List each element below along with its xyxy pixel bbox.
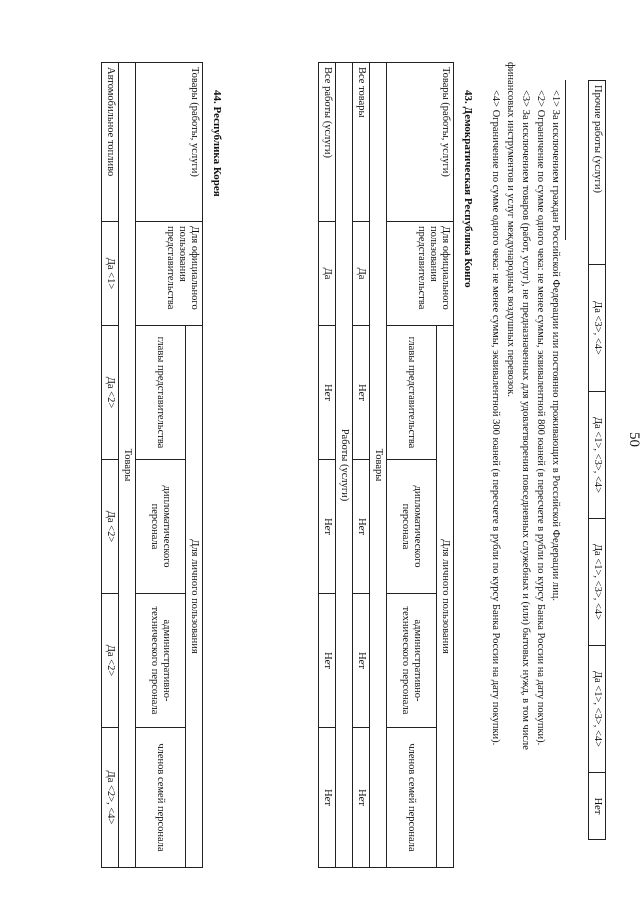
korea-table — [101, 62, 203, 868]
table-cell: Нет — [319, 594, 336, 728]
col-header-family: членов семей персонала — [387, 728, 437, 868]
col-header-head: главы представительства — [387, 326, 437, 460]
table-cell: Нет — [589, 773, 606, 840]
table-cell: Нет — [319, 460, 336, 594]
footnote-separator — [565, 80, 566, 240]
table-cell: Да <1>, <3>, <4> — [589, 519, 606, 646]
table-cell: Нет — [353, 728, 370, 868]
col-header-admin: административно-технического персонала — [136, 594, 186, 728]
table-row — [353, 63, 370, 868]
table-cell: Да <2> — [102, 460, 119, 594]
row-label: Автомобильное топливо — [102, 63, 119, 222]
table-cell: Да <1>, <3>, <4> — [589, 392, 606, 519]
group-row — [119, 63, 136, 868]
congo-table — [318, 62, 454, 868]
table-cell: Да <2> — [102, 594, 119, 728]
col-header-goods: Товары (работы, услуги) — [387, 63, 454, 222]
section-43-title: 43. Демократическая Республика Конго — [462, 90, 474, 288]
table-row — [319, 63, 336, 868]
table-cell: Да <2>, <4> — [102, 728, 119, 868]
footnote-4: <4> Ограничение по сумме одного чека: не менее суммы, эквивалентной 300 юаней (в пересчете в рубли по курсу Банка России на дату покупки). — [490, 90, 501, 746]
table-cell: Нет — [319, 326, 336, 460]
table-row — [102, 63, 119, 868]
col-header-admin: административно-технического персонала — [387, 594, 437, 728]
table-cell: Да — [319, 222, 336, 326]
row-label: Все товары — [353, 63, 370, 222]
row-label: Прочие работы (услуги) — [589, 81, 606, 265]
footnote-1: <1> За исключением граждан Российской Федерации или постоянно проживающих в Российской Федерации лиц. — [550, 90, 561, 601]
col-header-personal: Для личного пользования — [186, 326, 203, 868]
col-header-diplomatic: дипломатического персонала — [387, 460, 437, 594]
col-header-family: членов семей персонала — [136, 728, 186, 868]
group-row — [336, 63, 353, 868]
top-table — [588, 80, 606, 840]
table-row — [589, 81, 606, 840]
col-header-head: главы представительства — [136, 326, 186, 460]
group-row — [370, 63, 387, 868]
col-header-diplomatic: дипломатического персонала — [136, 460, 186, 594]
table-cell: Да <3>, <4> — [589, 265, 606, 392]
table-cell: Нет — [319, 728, 336, 868]
col-header-official: Для официального пользования представительства — [387, 222, 454, 326]
table-cell: Да — [353, 222, 370, 326]
footnote-2: <2> Ограничение по сумме одного чека: не менее суммы, эквивалентной 800 юаней (в пересчете в рубли по курсу Банка России на дату покупки). — [535, 90, 546, 746]
table-cell: Нет — [353, 460, 370, 594]
col-header-goods: Товары (работы, услуги) — [136, 63, 203, 222]
group-goods: Товары — [370, 63, 387, 868]
table-cell: Да <2> — [102, 326, 119, 460]
table-cell: Нет — [353, 326, 370, 460]
group-goods: Товары — [119, 63, 136, 868]
table-cell: Да <1>, <3>, <4> — [589, 646, 606, 773]
group-works: Работы (услуги) — [336, 63, 353, 868]
footnote-3-cont: финансовых инструментов и услуг международных воздушных перевозок. — [505, 62, 516, 397]
col-header-personal: Для личного пользования — [437, 326, 454, 868]
row-label: Все работы (услуги) — [319, 63, 336, 222]
table-cell: Нет — [353, 594, 370, 728]
table-cell: Да <1> — [102, 222, 119, 326]
section-44-title: 44. Республика Корея — [211, 90, 223, 197]
page-number: 50 — [626, 432, 642, 447]
footnote-3: <3> За исключением товаров (работ, услуг), не предназначенных для удовлетворения повседневных служебных и (или) бытовых нужд, в том числе — [520, 90, 531, 750]
col-header-official: Для официального пользования представительства — [136, 222, 203, 326]
